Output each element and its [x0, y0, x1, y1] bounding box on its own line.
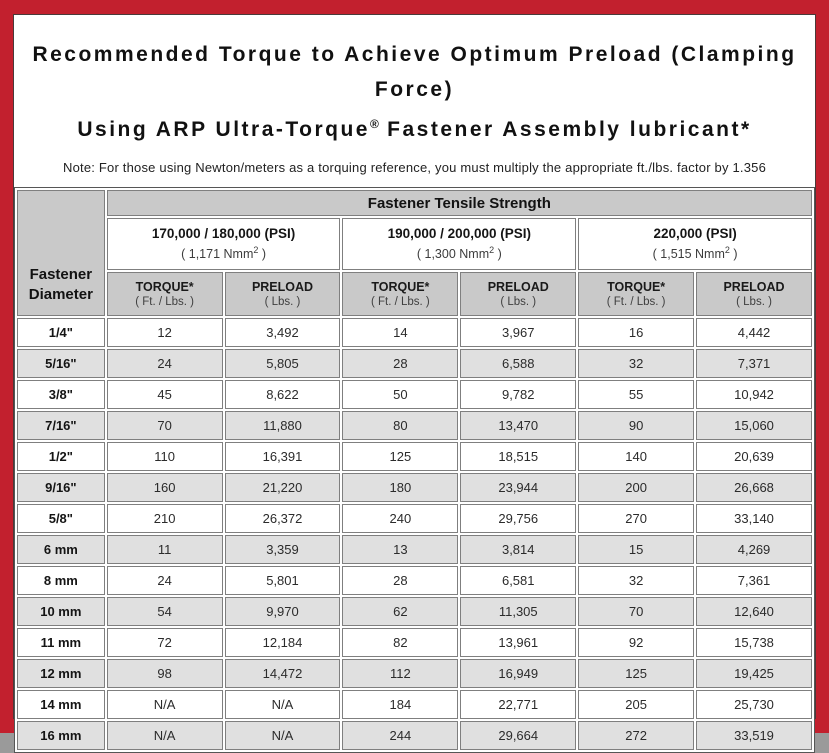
- value-cell: 12,640: [696, 597, 812, 626]
- row-diameter-cell: 1/4": [17, 318, 105, 347]
- value-cell: 200: [578, 473, 694, 502]
- value-cell: 16: [578, 318, 694, 347]
- value-cell: 205: [578, 690, 694, 719]
- psi-header-row: [17, 218, 812, 270]
- value-cell: 72: [107, 628, 223, 657]
- torque-column-header: TORQUE* ( Ft. / Lbs. ): [107, 272, 223, 316]
- value-cell: 4,269: [696, 535, 812, 564]
- value-cell: 19,425: [696, 659, 812, 688]
- row-diameter-cell: 9/16": [17, 473, 105, 502]
- value-cell: 3,967: [460, 318, 576, 347]
- row-diameter-cell: 11 mm: [17, 628, 105, 657]
- row-diameter-cell: 7/16": [17, 411, 105, 440]
- table-body: [17, 318, 812, 750]
- value-cell: 110: [107, 442, 223, 471]
- value-cell: 16,949: [460, 659, 576, 688]
- value-cell: 12,184: [225, 628, 341, 657]
- value-cell: 11,305: [460, 597, 576, 626]
- value-cell: 45: [107, 380, 223, 409]
- value-cell: 12: [107, 318, 223, 347]
- value-cell: 14: [342, 318, 458, 347]
- tensile-strength-header-row: [17, 190, 812, 216]
- title-line2: Using ARP Ultra-Torque® Fastener Assembly lubricant*: [77, 117, 752, 141]
- value-cell: 80: [342, 411, 458, 440]
- value-cell: 32: [578, 349, 694, 378]
- psi-group-2-header: 190,000 / 200,000 (PSI) ( 1,300 Nmm$^2$ ): [342, 218, 576, 270]
- value-cell: 33,140: [696, 504, 812, 533]
- value-cell: 24: [107, 566, 223, 595]
- table-row: [17, 318, 812, 347]
- table-row: [17, 349, 812, 378]
- value-cell: 90: [578, 411, 694, 440]
- value-cell: 55: [578, 380, 694, 409]
- value-cell: 125: [578, 659, 694, 688]
- torque-column-header: TORQUE* ( Ft. / Lbs. ): [342, 272, 458, 316]
- value-cell: 13: [342, 535, 458, 564]
- fastener-diameter-header: Fastener Diameter: [17, 190, 105, 316]
- row-diameter-cell: 16 mm: [17, 721, 105, 750]
- value-cell: N/A: [225, 721, 341, 750]
- value-cell: 62: [342, 597, 458, 626]
- value-cell: 20,639: [696, 442, 812, 471]
- value-cell: 98: [107, 659, 223, 688]
- value-cell: 7,361: [696, 566, 812, 595]
- value-cell: 32: [578, 566, 694, 595]
- value-cell: 10,942: [696, 380, 812, 409]
- table-row: [17, 690, 812, 719]
- value-cell: 24: [107, 349, 223, 378]
- value-cell: 18,515: [460, 442, 576, 471]
- value-cell: 54: [107, 597, 223, 626]
- value-cell: 15,060: [696, 411, 812, 440]
- value-cell: 15: [578, 535, 694, 564]
- fastener-tensile-strength-header: Fastener Tensile Strength: [107, 190, 812, 216]
- value-cell: 26,668: [696, 473, 812, 502]
- psi-group-1-header: 170,000 / 180,000 (PSI) ( 1,171 Nmm$^2$ ): [107, 218, 341, 270]
- registered-trademark-symbol: ®: [369, 117, 379, 131]
- value-cell: 23,944: [460, 473, 576, 502]
- value-cell: 3,814: [460, 535, 576, 564]
- table-row: [17, 504, 812, 533]
- value-cell: 3,359: [225, 535, 341, 564]
- row-diameter-cell: 8 mm: [17, 566, 105, 595]
- value-cell: 29,664: [460, 721, 576, 750]
- value-cell: 184: [342, 690, 458, 719]
- row-diameter-cell: 10 mm: [17, 597, 105, 626]
- torque-table: [14, 187, 815, 753]
- value-cell: 16,391: [225, 442, 341, 471]
- title-block: [14, 15, 815, 175]
- torque-preload-header-row: [17, 272, 812, 316]
- value-cell: 160: [107, 473, 223, 502]
- value-cell: 29,756: [460, 504, 576, 533]
- value-cell: 125: [342, 442, 458, 471]
- value-cell: 5,805: [225, 349, 341, 378]
- value-cell: 3,492: [225, 318, 341, 347]
- value-cell: 272: [578, 721, 694, 750]
- table-row: [17, 597, 812, 626]
- row-diameter-cell: 5/16": [17, 349, 105, 378]
- row-diameter-cell: 12 mm: [17, 659, 105, 688]
- value-cell: N/A: [107, 690, 223, 719]
- value-cell: 240: [342, 504, 458, 533]
- value-cell: 22,771: [460, 690, 576, 719]
- page-title: [14, 37, 815, 147]
- value-cell: 11,880: [225, 411, 341, 440]
- value-cell: 28: [342, 566, 458, 595]
- table-row: [17, 380, 812, 409]
- value-cell: 9,782: [460, 380, 576, 409]
- value-cell: 92: [578, 628, 694, 657]
- value-cell: 112: [342, 659, 458, 688]
- value-cell: 5,801: [225, 566, 341, 595]
- value-cell: N/A: [225, 690, 341, 719]
- value-cell: 26,372: [225, 504, 341, 533]
- table-row: [17, 566, 812, 595]
- value-cell: 7,371: [696, 349, 812, 378]
- value-cell: 140: [578, 442, 694, 471]
- value-cell: 270: [578, 504, 694, 533]
- torque-column-header: TORQUE* ( Ft. / Lbs. ): [578, 272, 694, 316]
- value-cell: 28: [342, 349, 458, 378]
- table-row: [17, 473, 812, 502]
- preload-column-header: PRELOAD ( Lbs. ): [225, 272, 341, 316]
- note-text: Note: For those using Newton/meters as a torquing reference, you must multiply the appropriate ft./lbs. factor by 1.356: [62, 160, 767, 175]
- value-cell: 11: [107, 535, 223, 564]
- value-cell: 6,581: [460, 566, 576, 595]
- value-cell: 21,220: [225, 473, 341, 502]
- preload-column-header: PRELOAD ( Lbs. ): [460, 272, 576, 316]
- value-cell: 82: [342, 628, 458, 657]
- table-row: [17, 535, 812, 564]
- table-row: [17, 442, 812, 471]
- value-cell: 210: [107, 504, 223, 533]
- value-cell: 13,470: [460, 411, 576, 440]
- row-diameter-cell: 5/8": [17, 504, 105, 533]
- value-cell: 244: [342, 721, 458, 750]
- table-row: [17, 628, 812, 657]
- value-cell: 9,970: [225, 597, 341, 626]
- preload-column-header: PRELOAD ( Lbs. ): [696, 272, 812, 316]
- value-cell: 8,622: [225, 380, 341, 409]
- row-diameter-cell: 1/2": [17, 442, 105, 471]
- table-row: [17, 721, 812, 750]
- row-diameter-cell: 6 mm: [17, 535, 105, 564]
- value-cell: 50: [342, 380, 458, 409]
- row-diameter-cell: 3/8": [17, 380, 105, 409]
- value-cell: 15,738: [696, 628, 812, 657]
- psi-group-3-header: 220,000 (PSI) ( 1,515 Nmm$^2$ ): [578, 218, 812, 270]
- content-panel: [13, 14, 816, 743]
- table-row: [17, 659, 812, 688]
- row-diameter-cell: 14 mm: [17, 690, 105, 719]
- title-line1: Recommended Torque to Achieve Optimum Preload (Clamping Force): [32, 43, 797, 101]
- value-cell: 25,730: [696, 690, 812, 719]
- value-cell: 6,588: [460, 349, 576, 378]
- value-cell: 33,519: [696, 721, 812, 750]
- table-row: [17, 411, 812, 440]
- value-cell: 13,961: [460, 628, 576, 657]
- value-cell: 180: [342, 473, 458, 502]
- value-cell: N/A: [107, 721, 223, 750]
- value-cell: 70: [578, 597, 694, 626]
- value-cell: 4,442: [696, 318, 812, 347]
- value-cell: 14,472: [225, 659, 341, 688]
- value-cell: 70: [107, 411, 223, 440]
